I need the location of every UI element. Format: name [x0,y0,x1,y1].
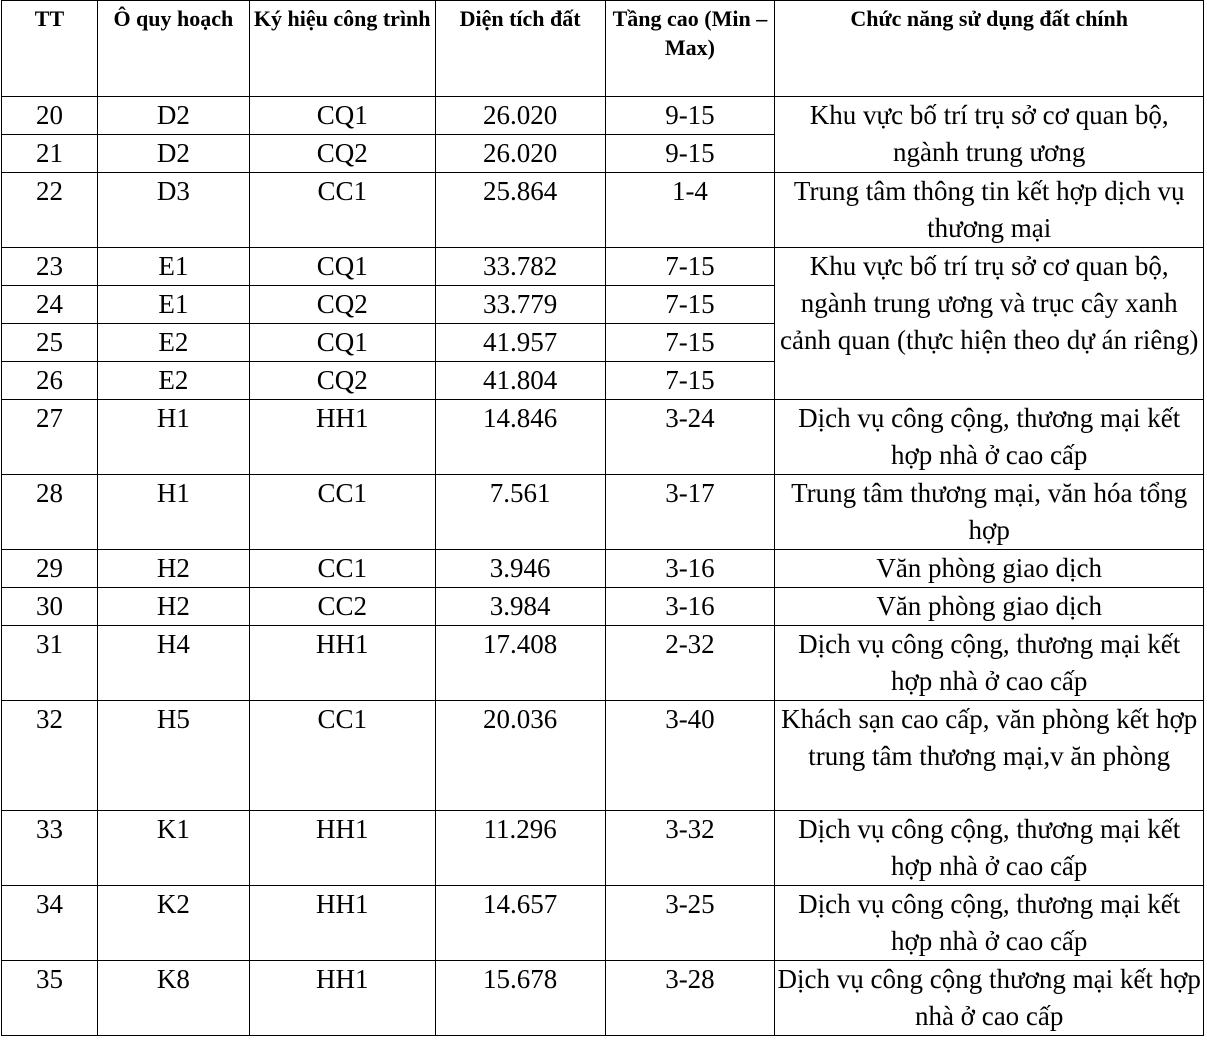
cell-o: H2 [97,550,249,588]
cell-kh: CQ2 [249,362,435,400]
cell-dt: 3.984 [435,588,605,626]
cell-dt: 11.296 [435,811,605,886]
cell-tc: 9-15 [605,135,775,173]
cell-dt: 14.657 [435,886,605,961]
cell-kh: CQ1 [249,248,435,286]
table-row [2,550,1204,588]
cell-tt: 24 [2,286,98,324]
cell-tt: 32 [2,701,98,811]
cell-fn: Trung tâm thương mại, văn hóa tổng hợp [775,475,1204,550]
cell-dt: 33.782 [435,248,605,286]
cell-kh: CQ1 [249,97,435,135]
cell-kh: HH1 [249,400,435,475]
cell-kh: HH1 [249,626,435,701]
cell-tt: 27 [2,400,98,475]
cell-kh: HH1 [249,811,435,886]
cell-o: H1 [97,475,249,550]
cell-o: D2 [97,135,249,173]
cell-dt: 41.957 [435,324,605,362]
cell-dt: 14.846 [435,400,605,475]
cell-o: E1 [97,286,249,324]
cell-dt: 41.804 [435,362,605,400]
cell-dt: 26.020 [435,135,605,173]
cell-fn: Văn phòng giao dịch [775,550,1204,588]
cell-dt: 17.408 [435,626,605,701]
cell-tc: 7-15 [605,362,775,400]
cell-o: E1 [97,248,249,286]
header-tt: TT [2,1,98,97]
table-row [2,97,1204,135]
table-row [2,248,1204,286]
cell-kh: CC1 [249,475,435,550]
cell-kh: CC1 [249,550,435,588]
cell-fn: Khu vực bố trí trụ sở cơ quan bộ, ngành trung ương [775,97,1204,173]
cell-tc: 7-15 [605,248,775,286]
cell-o: K8 [97,961,249,1036]
cell-kh: CQ2 [249,286,435,324]
cell-kh: HH1 [249,961,435,1036]
cell-tt: 26 [2,362,98,400]
cell-fn: Dịch vụ công cộng, thương mại kết hợp nhà ở cao cấp [775,626,1204,701]
cell-fn: Trung tâm thông tin kết hợp dịch vụ thương mại [775,173,1204,248]
cell-tc: 3-16 [605,588,775,626]
table-row [2,400,1204,475]
cell-tt: 20 [2,97,98,135]
cell-o: E2 [97,362,249,400]
cell-fn: Dịch vụ công cộng, thương mại kết hợp nhà ở cao cấp [775,811,1204,886]
header-o-quy-hoach: Ô quy hoạch [97,1,249,97]
cell-dt: 7.561 [435,475,605,550]
header-row [2,1,1204,97]
cell-tt: 21 [2,135,98,173]
cell-o: E2 [97,324,249,362]
cell-tc: 3-28 [605,961,775,1036]
table-row [2,173,1204,248]
cell-tt: 35 [2,961,98,1036]
cell-dt: 33.779 [435,286,605,324]
table-row [2,886,1204,961]
cell-fn: Dịch vụ công cộng, thương mại kết hợp nhà ở cao cấp [775,400,1204,475]
header-dien-tich: Diện tích đất [435,1,605,97]
cell-tc: 1-4 [605,173,775,248]
cell-tc: 3-32 [605,811,775,886]
cell-tt: 25 [2,324,98,362]
cell-fn: Dịch vụ công cộng thương mại kết hợp nhà ở cao cấp [775,961,1204,1036]
cell-tt: 33 [2,811,98,886]
cell-fn: Khách sạn cao cấp, văn phòng kết hợp trung tâm thương mại,v ăn phòng [775,701,1204,811]
table-row [2,701,1204,811]
header-ky-hieu: Ký hiệu công trình [249,1,435,97]
cell-tc: 9-15 [605,97,775,135]
cell-tt: 23 [2,248,98,286]
cell-tt: 22 [2,173,98,248]
cell-o: D3 [97,173,249,248]
cell-tc: 7-15 [605,286,775,324]
cell-kh: CC1 [249,701,435,811]
cell-dt: 3.946 [435,550,605,588]
cell-kh: CQ1 [249,324,435,362]
cell-dt: 20.036 [435,701,605,811]
table-row [2,475,1204,550]
cell-tc: 7-15 [605,324,775,362]
cell-tc: 3-17 [605,475,775,550]
cell-tc: 3-40 [605,701,775,811]
table-row [2,588,1204,626]
cell-o: H4 [97,626,249,701]
cell-o: H2 [97,588,249,626]
cell-dt: 26.020 [435,97,605,135]
cell-o: K2 [97,886,249,961]
cell-kh: CC1 [249,173,435,248]
header-chuc-nang: Chức năng sử dụng đất chính [775,1,1204,97]
cell-o: H5 [97,701,249,811]
table-row [2,961,1204,1036]
header-tang-cao: Tầng cao (Min – Max) [605,1,775,97]
cell-o: H1 [97,400,249,475]
cell-tt: 31 [2,626,98,701]
cell-tt: 28 [2,475,98,550]
cell-fn: Dịch vụ công cộng, thương mại kết hợp nhà ở cao cấp [775,886,1204,961]
cell-kh: HH1 [249,886,435,961]
cell-o: D2 [97,97,249,135]
cell-kh: CQ2 [249,135,435,173]
cell-kh: CC2 [249,588,435,626]
cell-tc: 2-32 [605,626,775,701]
cell-tt: 30 [2,588,98,626]
cell-tc: 3-25 [605,886,775,961]
cell-fn: Văn phòng giao dịch [775,588,1204,626]
cell-tc: 3-24 [605,400,775,475]
cell-tt: 34 [2,886,98,961]
cell-o: K1 [97,811,249,886]
cell-tc: 3-16 [605,550,775,588]
table-row [2,626,1204,701]
land-use-table [1,0,1204,1036]
cell-dt: 25.864 [435,173,605,248]
cell-dt: 15.678 [435,961,605,1036]
table-row [2,811,1204,886]
cell-fn: Khu vực bố trí trụ sở cơ quan bộ, ngành trung ương và trục cây xanh cảnh quan (thực hiện theo dự án riêng) [775,248,1204,400]
cell-tt: 29 [2,550,98,588]
